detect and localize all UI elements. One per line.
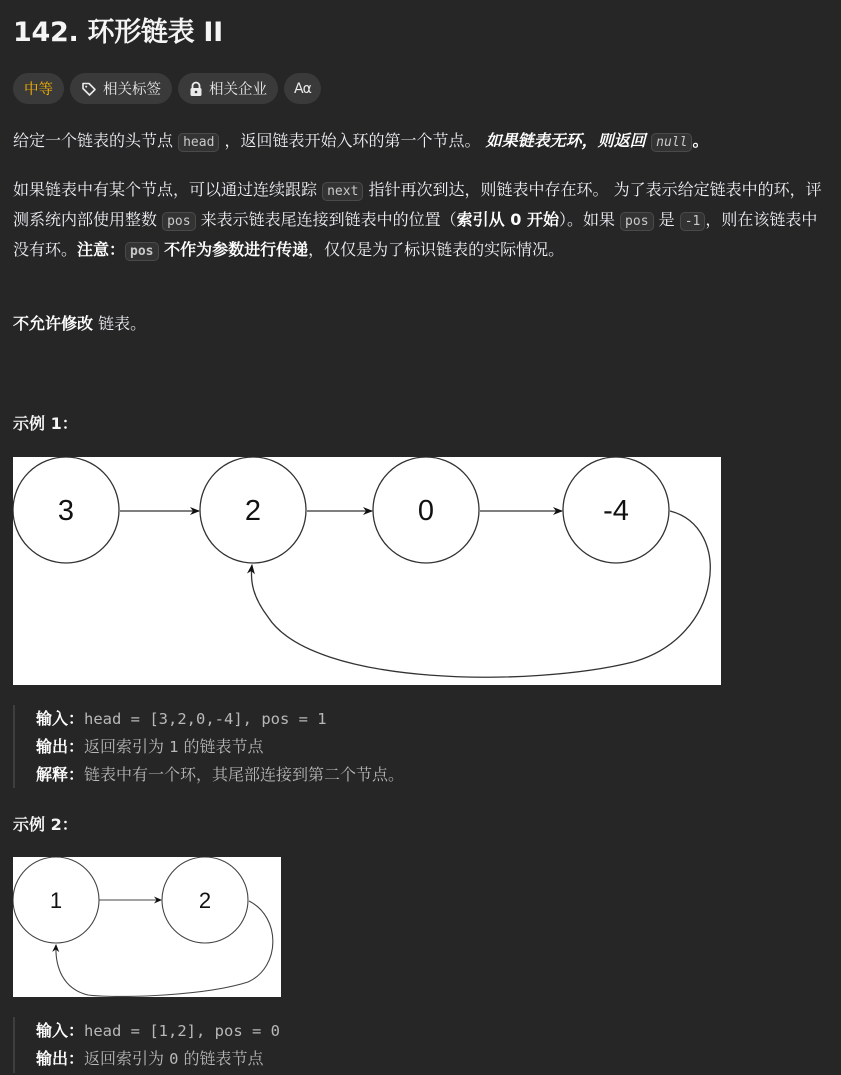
text: 指针再次到达，则链表中存在环。 为了表示给定链表中的环，评测系统内部使用整数 xyxy=(13,180,822,229)
text: ，仅仅是为了标识链表的实际情况。 xyxy=(308,240,565,259)
related-companies-button[interactable] xyxy=(178,73,278,104)
font-size-button[interactable] xyxy=(284,73,321,104)
related-tags-label: 相关标签 xyxy=(103,82,161,98)
code-pos: pos xyxy=(162,212,195,231)
output-text: 的链表节点 xyxy=(178,1049,264,1068)
node-label: 0 xyxy=(417,495,435,527)
text: ，返回链表开始入环的第一个节点。 xyxy=(219,131,486,150)
bold-text: 不作为参数进行传递 xyxy=(158,240,309,259)
description-paragraph-1 xyxy=(13,127,828,157)
node-label: 1 xyxy=(49,888,63,913)
text: 是 xyxy=(653,210,680,229)
example-1-io xyxy=(13,705,404,788)
code-pos: pos xyxy=(620,212,653,231)
explain-text: 链表中有一个环，其尾部连接到第二个节点。 xyxy=(84,765,405,784)
code-minus-one: -1 xyxy=(680,212,706,231)
example-2-output xyxy=(36,1045,280,1073)
text: 如果链表中有某个节点，可以通过连续跟踪 xyxy=(13,180,323,199)
text: ，则在该链表中没有环。 xyxy=(13,210,818,259)
text: 来表示链表尾连接到链表中的位置（ xyxy=(195,210,457,229)
emphasis-text: 如果链表无环，则返回 xyxy=(485,131,652,150)
linked-list-diagram xyxy=(13,857,281,997)
bold-text: 注意： xyxy=(77,240,126,259)
code-null: null xyxy=(651,133,692,152)
text: 给定一个链表的头节点 xyxy=(13,131,179,150)
output-label: 输出： xyxy=(36,737,85,756)
input-label: 输入： xyxy=(36,1021,85,1040)
tag-icon xyxy=(81,81,97,97)
problem-title: 142. 环形链表 II xyxy=(13,17,223,48)
example-1-input xyxy=(36,705,404,733)
example-2-heading: 示例 2： xyxy=(13,815,78,834)
example-1-heading: 示例 1： xyxy=(13,414,78,433)
node-label: -4 xyxy=(603,495,629,527)
text: 链表。 xyxy=(93,314,147,333)
input-value: head = [1,2], pos = 0 xyxy=(84,1022,280,1040)
code-pos: pos xyxy=(125,242,158,261)
output-index: 1 xyxy=(169,738,179,756)
input-label: 输入： xyxy=(36,709,85,728)
difficulty-label: 中等 xyxy=(24,82,53,98)
text: ）。如果 xyxy=(558,210,621,229)
related-tags-button[interactable] xyxy=(70,73,172,104)
output-text: 返回索引为 xyxy=(84,737,170,756)
tag-bar xyxy=(13,73,321,104)
example-2-io xyxy=(13,1017,280,1073)
code-head: head xyxy=(178,133,219,152)
lock-icon xyxy=(189,81,203,97)
code-next: next xyxy=(322,182,363,201)
example-1-explanation xyxy=(36,761,404,788)
example-1-output xyxy=(36,733,404,761)
bold-text: 不允许修改 xyxy=(13,314,94,333)
node-label: 3 xyxy=(57,495,75,527)
description-paragraph-2 xyxy=(13,176,828,266)
difficulty-badge[interactable] xyxy=(13,73,64,104)
node-label: 2 xyxy=(244,495,262,527)
output-index: 0 xyxy=(169,1050,179,1068)
output-label: 输出： xyxy=(36,1049,85,1068)
explain-label: 解释： xyxy=(36,765,85,784)
text: 。 xyxy=(692,131,709,150)
example-2-figure xyxy=(13,857,281,997)
linked-list-diagram xyxy=(13,457,721,685)
bold-text: 索引从 0 开始 xyxy=(456,210,559,229)
output-text: 返回索引为 xyxy=(84,1049,170,1068)
node-label: 2 xyxy=(198,888,212,913)
example-1-figure xyxy=(13,457,721,685)
input-value: head = [3,2,0,-4], pos = 1 xyxy=(84,710,327,728)
output-text: 的链表节点 xyxy=(178,737,264,756)
example-2-input xyxy=(36,1017,280,1045)
font-size-icon: Aα xyxy=(294,80,311,97)
description-paragraph-3 xyxy=(13,310,828,338)
related-companies-label: 相关企业 xyxy=(209,82,267,98)
